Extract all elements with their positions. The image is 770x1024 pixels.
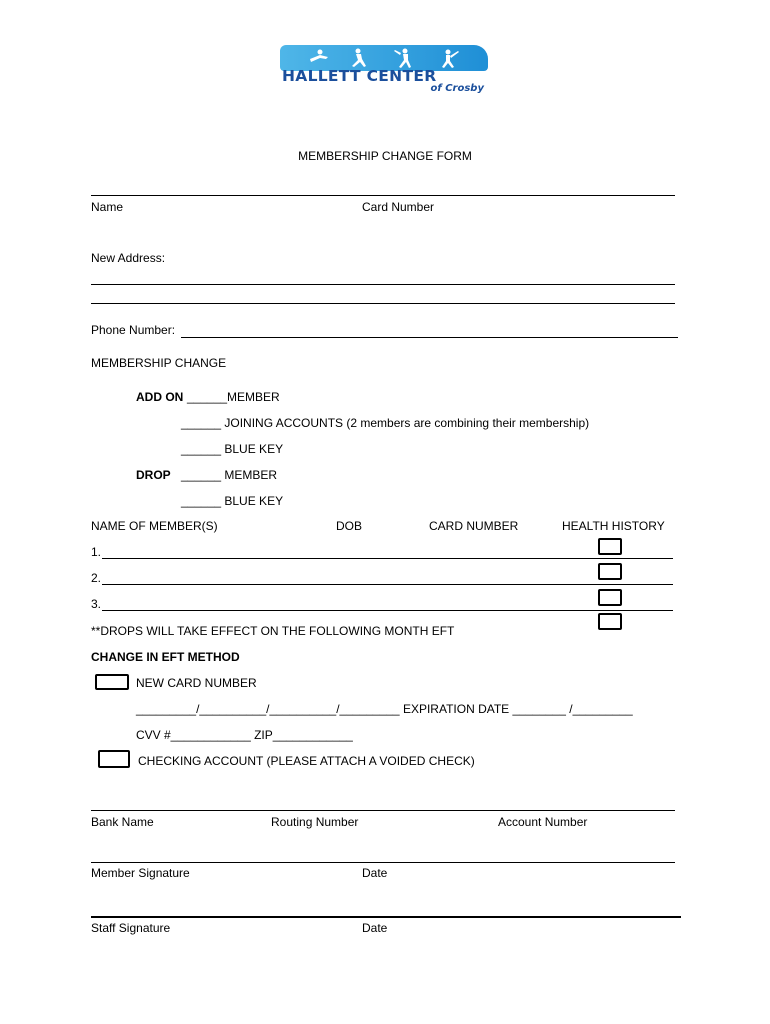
staff-date-label: Date [362,921,388,935]
membership-change-label: MEMBERSHIP CHANGE [91,356,227,370]
drop-blue-key[interactable]: ______ BLUE KEY [181,494,284,508]
member-row-1-line[interactable] [102,558,673,559]
address-line-2[interactable] [91,303,675,304]
header-dob: DOB [336,519,363,533]
member-date-label: Date [362,866,388,880]
member-signature-line[interactable] [91,862,675,863]
member-row-1-number: 1. [91,545,102,559]
health-history-checkbox-3[interactable] [598,589,622,606]
bank-info-line[interactable] [91,810,675,811]
eft-heading: CHANGE IN EFT METHOD [91,650,240,664]
phone-line[interactable] [181,337,678,338]
drop-member[interactable]: ______ MEMBER [181,468,278,482]
hallett-center-logo [280,45,490,97]
member-row-3-number: 3. [91,597,102,611]
header-card-number: CARD NUMBER [429,519,519,533]
phone-label: Phone Number: [91,323,176,337]
logo-subtitle: of Crosby [430,83,484,94]
staff-signature-line[interactable] [91,916,681,918]
member-row-2-line[interactable] [102,584,673,585]
health-history-checkbox-2[interactable] [598,563,622,580]
name-card-line[interactable] [91,195,675,196]
account-number-label: Account Number [498,815,588,829]
drops-note: **DROPS WILL TAKE EFFECT ON THE FOLLOWING MONTH EFT [91,624,455,638]
new-card-checkbox[interactable] [95,674,129,690]
bank-name-label: Bank Name [91,815,154,829]
name-label: Name [91,200,124,214]
card-fields-line[interactable]: _________/__________/__________/_________ EXPIRATION DATE ________ /_________ [136,702,633,716]
logo-title: HALLETT CENTER [282,67,437,85]
form-title: MEMBERSHIP CHANGE FORM [298,149,472,163]
header-name-of-members: NAME OF MEMBER(S) [91,519,218,533]
member-row-2-number: 2. [91,571,102,585]
add-on-blue-key[interactable]: ______ BLUE KEY [181,442,284,456]
card-number-label: Card Number [362,200,435,214]
cvv-zip-line[interactable]: CVV #____________ ZIP____________ [136,728,353,742]
routing-number-label: Routing Number [271,815,359,829]
add-on-label: ADD ON [136,390,184,404]
address-line-1[interactable] [91,284,675,285]
checking-account-label: CHECKING ACCOUNT (PLEASE ATTACH A VOIDED CHECK) [138,754,475,768]
health-history-checkbox-1[interactable] [598,538,622,555]
new-card-label: NEW CARD NUMBER [136,676,257,690]
staff-signature-label: Staff Signature [91,921,171,935]
header-health-history: HEALTH HISTORY [562,519,665,533]
member-signature-label: Member Signature [91,866,190,880]
drop-label: DROP [136,468,171,482]
health-history-checkbox-4[interactable] [598,613,622,630]
member-row-3-line[interactable] [102,610,673,611]
joining-accounts[interactable]: ______ JOINING ACCOUNTS (2 members are combining their membership) [181,416,590,430]
checking-account-checkbox[interactable] [98,750,130,768]
new-address-label: New Address: [91,251,166,265]
add-on-member[interactable]: ______MEMBER [187,390,280,404]
